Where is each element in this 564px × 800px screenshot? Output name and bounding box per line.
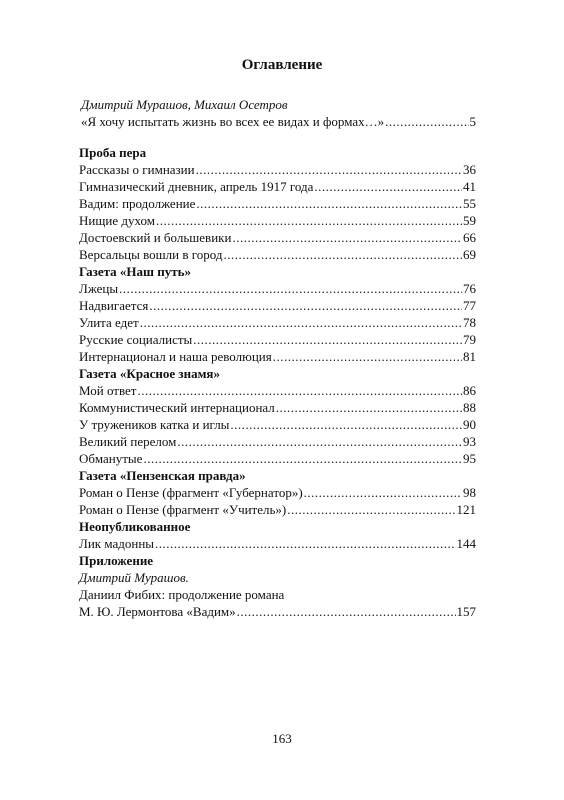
leader-dots [137, 382, 462, 399]
toc-entry [79, 450, 476, 467]
leader-dots [149, 297, 462, 314]
toc-entry [79, 229, 476, 246]
leader-dots [287, 501, 455, 518]
leader-dots [196, 195, 462, 212]
leader-dots [385, 113, 468, 130]
entry-page: 79 [463, 332, 476, 347]
leader-dots [304, 484, 462, 501]
toc-entry [79, 195, 476, 212]
entry-page: 81 [463, 349, 476, 364]
entry-title: Нищие духом [79, 213, 155, 228]
toc-entry [79, 348, 476, 365]
entry-title: Достоевский и большевики [79, 230, 232, 245]
entry-page: 98 [463, 485, 476, 500]
toc-entry [79, 280, 476, 297]
entry-title: Роман о Пензе (фрагмент «Учитель») [79, 502, 287, 517]
entry-title: Русские социалисты [79, 332, 193, 347]
entry-title: Обманутые [79, 451, 143, 466]
entry-page: 36 [463, 162, 476, 177]
toc-entry [79, 484, 476, 501]
entry-page: 5 [469, 114, 476, 129]
section-heading: Газета «Красное знамя» [79, 366, 220, 381]
toc-entry [79, 399, 476, 416]
toc-entry [79, 297, 476, 314]
leader-dots [230, 416, 462, 433]
entry-page: 95 [463, 451, 476, 466]
toc-entry [81, 113, 476, 130]
toc-entry [79, 178, 476, 195]
entry-page: 77 [463, 298, 476, 313]
toc-entry [79, 212, 476, 229]
toc-entry [79, 246, 476, 263]
toc-entry [79, 382, 476, 399]
leader-dots [156, 212, 462, 229]
section-heading: Газета «Пензенская правда» [79, 468, 246, 483]
toc-entry [79, 535, 476, 552]
entry-page: 41 [463, 179, 476, 194]
entry-title: Роман о Пензе (фрагмент «Губернатор») [79, 485, 303, 500]
entry-title: Рассказы о гимназии [79, 162, 195, 177]
appendix-author: Дмитрий Мурашов. [79, 570, 189, 585]
leader-dots [143, 450, 462, 467]
leader-dots [155, 535, 455, 552]
entry-title: Вадим: продолжение [79, 196, 196, 211]
entry-page: 78 [463, 315, 476, 330]
toc-entry [79, 603, 476, 620]
leader-dots [140, 314, 462, 331]
toc-entry [79, 416, 476, 433]
table-of-contents [79, 96, 476, 620]
entry-page: 86 [463, 383, 476, 398]
section-heading: Приложение [79, 553, 154, 568]
entry-page: 157 [456, 604, 476, 619]
toc-entry [79, 314, 476, 331]
entry-title: У тружеников катка и иглы [79, 417, 230, 432]
entry-title: «Я хочу испытать жизнь во всех ее видах и формах…» [81, 114, 385, 129]
leader-dots [276, 399, 462, 416]
leader-dots [196, 161, 462, 178]
toc-entry [79, 161, 476, 178]
toc-entry [79, 433, 476, 450]
entry-page: 69 [463, 247, 476, 262]
entry-page: 59 [463, 213, 476, 228]
entry-page: 88 [463, 400, 476, 415]
entry-page: 93 [463, 434, 476, 449]
entry-page: 90 [463, 417, 476, 432]
appendix-line: Даниил Фибих: продолжение романа [79, 587, 285, 602]
page-title: Оглавление [241, 57, 323, 73]
entry-page: 66 [463, 230, 476, 245]
entry-title: Гимназический дневник, апрель 1917 года [79, 179, 314, 194]
entry-page: 121 [456, 502, 476, 517]
leader-dots [177, 433, 462, 450]
entry-page: 55 [463, 196, 476, 211]
section-heading: Неопубликованное [79, 519, 191, 534]
entry-title: М. Ю. Лермонтова «Вадим» [79, 604, 236, 619]
entry-title: Улита едет [79, 315, 139, 330]
toc-entry [79, 331, 476, 348]
entry-title: Лик мадонны [79, 536, 155, 551]
page-number: 163 [272, 731, 292, 746]
leader-dots [237, 603, 456, 620]
leader-dots [314, 178, 462, 195]
toc-entry [79, 501, 476, 518]
entry-title: Великий перелом [79, 434, 177, 449]
section-heading: Газета «Наш путь» [79, 264, 192, 279]
entry-title: Лжецы [79, 281, 119, 296]
entry-title: Интернационал и наша революция [79, 349, 272, 364]
leader-dots [232, 229, 462, 246]
section-heading: Проба пера [79, 145, 147, 160]
leader-dots [273, 348, 462, 365]
entry-page: 76 [463, 281, 476, 296]
leader-dots [119, 280, 462, 297]
entry-page: 144 [456, 536, 476, 551]
entry-title: Версальцы вошли в город [79, 247, 223, 262]
entry-title: Коммунистический интернационал [79, 400, 275, 415]
entry-title: Мой ответ [79, 383, 137, 398]
leader-dots [193, 331, 462, 348]
intro-authors: Дмитрий Мурашов, Михаил Осетров [81, 97, 288, 112]
entry-title: Надвигается [79, 298, 149, 313]
leader-dots [224, 246, 462, 263]
